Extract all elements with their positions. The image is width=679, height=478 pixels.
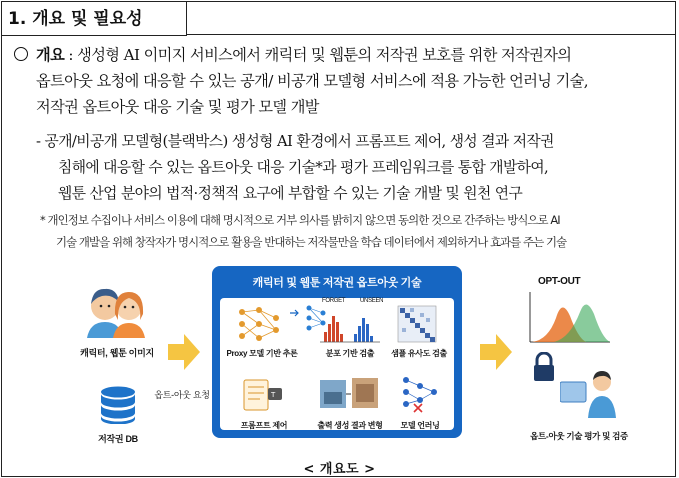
- prompt-icon: [242, 376, 286, 412]
- optout-label: OPT-OUT: [538, 276, 581, 287]
- right-arrow-icon: [168, 334, 200, 370]
- image-transform-icon: [318, 376, 382, 412]
- overview-line-3: 저작권 옵트아웃 대응 기술 및 평가 모델 개발: [36, 98, 319, 116]
- arrow-icon: [290, 308, 300, 318]
- item-label-1: Proxy 모델 기반 추론: [226, 349, 298, 358]
- panel-body: [220, 298, 454, 430]
- left-top-label: 캐릭터, 웹툰 이미지: [80, 348, 154, 358]
- panel-title: 캐릭터 및 웹툰 저작권 옵트아웃 기술: [252, 277, 422, 289]
- forget-label: FORGET: [322, 298, 346, 304]
- detail-line-1: - 공개/비공개 모델형(블랙박스) 생성형 AI 환경에서 프롬프트 제어, 생성 결과 저작권: [36, 133, 554, 150]
- right-arrow-icon-2: [480, 334, 512, 370]
- lock-icon: [532, 352, 556, 382]
- unlearning-icon: [400, 374, 440, 414]
- svg-text:T: T: [271, 391, 276, 399]
- request-label: 옵트-아웃 요청: [154, 390, 210, 400]
- item-label-6: 모델 언러닝: [400, 421, 440, 430]
- item-label-2: 분포 기반 검출: [325, 349, 375, 358]
- section-title: 1. 개요 및 필요성: [2, 2, 187, 36]
- optout-tech-panel: [212, 266, 462, 438]
- footnote-line-1: * 개인정보 수집이나 서비스 이용에 대해 명시적으로 거부 의사를 밝히지 않으면 동의한 것으로 간주하는 방식으로 AI: [40, 213, 560, 227]
- item-label-3: 샘플 유사도 검출: [391, 349, 447, 358]
- people-icon: [84, 280, 150, 338]
- footnote-line-2: 기술 개발을 위해 창작자가 명시적으로 활용을 반대하는 저작물만을 학습 데이터에서 제외하거나 효과를 주는 기술: [56, 235, 567, 249]
- evaluator-icon: [560, 368, 620, 418]
- overview-label: 개요: [36, 46, 65, 64]
- figure-caption: < 개요도 >: [303, 462, 376, 477]
- overview-diagram: [60, 262, 650, 460]
- distribution-chart-icon: [320, 306, 380, 344]
- overview-line-2: 옵트아웃 요청에 대응할 수 있는 공개/ 비공개 모델형 서비스에 적용 가능한 언러닝 기술,: [36, 72, 588, 90]
- detail-line-3: 웹툰 산업 분야의 법적·정책적 요구에 부합할 수 있는 기술 개발 및 원천 연구: [58, 185, 523, 202]
- title-divider: [187, 34, 675, 35]
- database-icon: [98, 386, 138, 424]
- network-icon: [234, 304, 284, 344]
- unseen-label: UNSEEN: [360, 298, 384, 304]
- similarity-matrix-icon: [396, 304, 440, 344]
- left-bottom-label: 저작권 DB: [98, 434, 138, 444]
- detail-line-2: 침해에 대응할 수 있는 옵트아웃 대응 기술*과 평가 프레임워크를 통합 개발하여,: [58, 159, 549, 176]
- optout-curve-icon: [526, 290, 612, 346]
- right-label: 옵트-아웃 기술 평가 및 검증: [530, 431, 628, 441]
- overview-line-1: 개요 : 생성형 AI 이미지 서비스에서 캐릭터 및 웹툰의 저작권 보호를 위한 저작권자의: [14, 44, 571, 65]
- item-label-4: 프롬프트 제어: [240, 421, 288, 430]
- item-label-5: 출력 생성 결과 변형: [317, 421, 383, 430]
- circle-bullet-icon: [14, 47, 28, 61]
